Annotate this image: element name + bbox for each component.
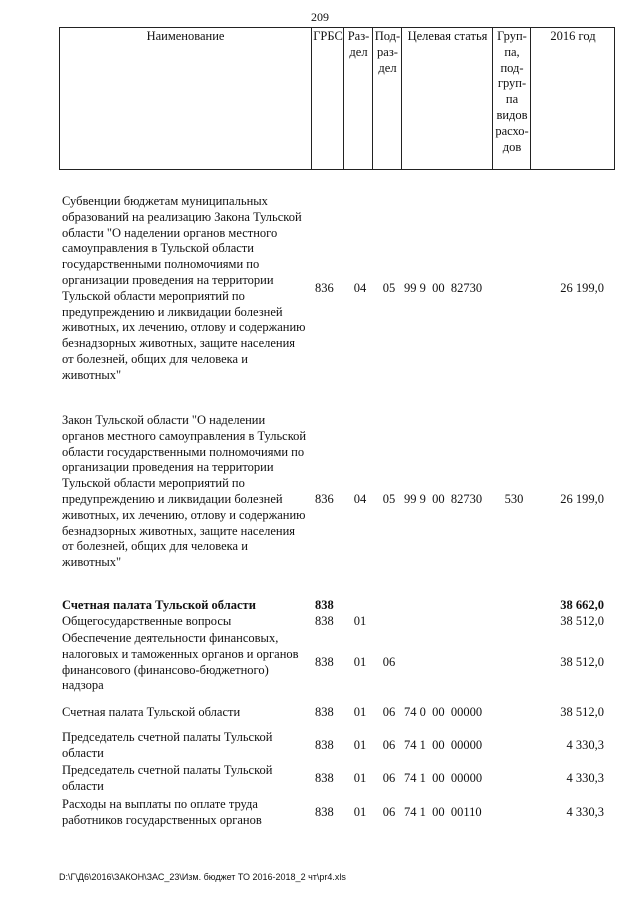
row-razdel: 01 [353, 705, 367, 719]
header-razdel: Раз- дел [343, 28, 373, 169]
row-name: Общегосударственные вопросы [62, 614, 232, 628]
row-grbs: 836 [315, 492, 334, 506]
row-razdel: 04 [353, 492, 367, 506]
row-amount: 4 330,3 [566, 771, 604, 785]
table-row [62, 730, 612, 762]
row-grbs: 838 [315, 598, 334, 612]
row-amount: 4 330,3 [566, 738, 604, 752]
row-name: Обеспечение деятельности финансовых, налоговых и таможенных органов и органов финансового (финансово-бюджетного) надзора [62, 631, 299, 693]
header-name: Наименование [146, 29, 225, 43]
row-razdel: 01 [353, 614, 367, 628]
row-razdel: 01 [353, 805, 367, 819]
row-amount: 38 512,0 [560, 655, 604, 669]
row-target-article: 74 1 00 00000 [404, 771, 483, 785]
row-grbs: 838 [315, 805, 334, 819]
row-razdel: 04 [353, 281, 367, 295]
row-amount: 26 199,0 [560, 281, 604, 295]
row-podrazdel: 06 [382, 738, 396, 752]
row-amount: 38 662,0 [560, 598, 604, 612]
row-name: Субвенции бюджетам муниципальных образований на реализацию Закона Тульской области "О наделении органов местного самоуправления в Тульской области государственными полномочиями по организации проведения на территории Тульской области мероприятий по предупреждению и ликвидации болезней животных, их лечению, отлову и содержанию безнадзорных животных, защите населения от болезней, общих для человека и животных" [62, 194, 306, 382]
header-podrazdel: Под- раз- дел [372, 28, 402, 169]
row-grbs: 838 [315, 614, 334, 628]
header-grbs: ГРБС [311, 28, 344, 169]
table-header [59, 27, 615, 170]
row-grbs: 838 [315, 771, 334, 785]
row-expense-group: 530 [504, 492, 524, 506]
row-name: Расходы на выплаты по оплате труда работников государственных органов [62, 797, 262, 827]
row-grbs: 838 [315, 705, 334, 719]
row-podrazdel: 06 [382, 771, 396, 785]
row-target-article: 74 0 00 00000 [404, 705, 483, 719]
table-row [62, 631, 612, 695]
row-grbs: 836 [315, 281, 334, 295]
row-target-article: 74 1 00 00000 [404, 738, 483, 752]
row-podrazdel: 06 [382, 805, 396, 819]
row-name: Председатель счетной палаты Тульской области [62, 763, 273, 793]
row-razdel: 01 [353, 771, 367, 785]
row-podrazdel: 05 [382, 492, 396, 506]
table-row [62, 194, 612, 386]
row-amount: 38 512,0 [560, 705, 604, 719]
header-target-article: Целевая статья [401, 28, 493, 169]
row-name: Закон Тульской области "О наделении органов местного самоуправления в Тульской области государственными полномочиями по организации проведения на территории Тульской области мероприятий по предупреждению и ликвидации болезней животных, их лечению, отлову и содержанию безнадзорных животных, защите населения от болезней, общих для человека и животных" [62, 413, 307, 570]
page-number: 209 [311, 10, 329, 24]
header-expense-group: Груп- па, под- груп- па видов расхо- дов [492, 28, 531, 169]
row-target-article: 99 9 00 82730 [404, 281, 483, 295]
row-podrazdel: 06 [382, 705, 396, 719]
row-amount: 4 330,3 [566, 805, 604, 819]
file-path-footer: D:\Г\Д6\2016\ЗАКОН\ЗАС_23\Изм. бюджет ТО 2016-2018_2 чт\pr4.xls [59, 872, 346, 882]
row-grbs: 838 [315, 655, 334, 669]
table-row [62, 797, 612, 829]
table-row [62, 705, 612, 721]
row-grbs: 838 [315, 738, 334, 752]
row-name: Счетная палата Тульской области [62, 598, 256, 612]
table-row [62, 614, 612, 630]
row-name: Счетная палата Тульской области [62, 705, 241, 719]
row-amount: 38 512,0 [560, 614, 604, 628]
row-razdel: 01 [353, 655, 367, 669]
row-amount: 26 199,0 [560, 492, 604, 506]
row-podrazdel: 06 [382, 655, 396, 669]
table-row [62, 413, 612, 589]
row-podrazdel: 05 [382, 281, 396, 295]
row-razdel: 01 [353, 738, 367, 752]
table-row [62, 763, 612, 795]
row-name: Председатель счетной палаты Тульской области [62, 730, 273, 760]
row-target-article: 74 1 00 00110 [404, 805, 482, 819]
row-target-article: 99 9 00 82730 [404, 492, 483, 506]
table-row [62, 598, 612, 614]
header-year: 2016 год [530, 28, 615, 169]
